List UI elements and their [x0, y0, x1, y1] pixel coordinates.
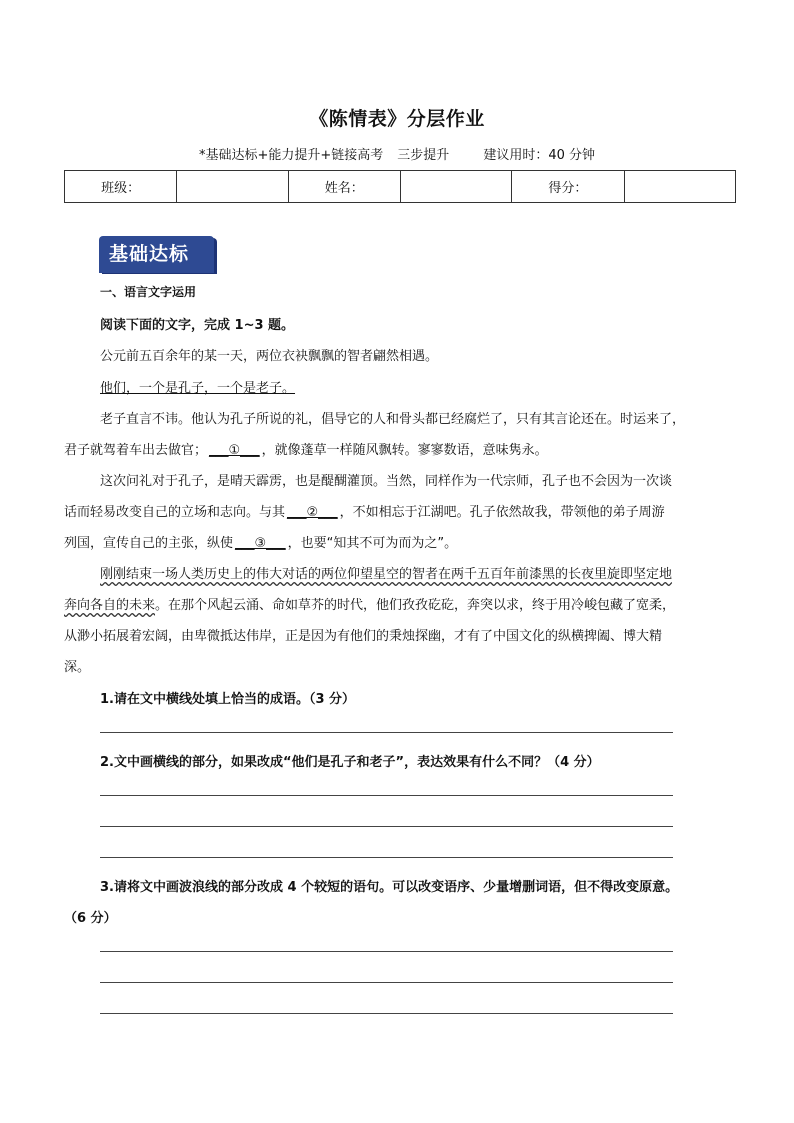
- question-3: 3.请将文中画波浪线的部分改成 4 个较短的语句。可以改变语序、少量增删词语，但不得改变原意。: [100, 880, 679, 895]
- passage-paragraph-5-line-3: 从渺小拓展着宏阔，由卑微抵达伟岸，正是因为有他们的秉烛探幽，才有了中国文化的纵横捭阖、博大精: [64, 629, 663, 644]
- passage-paragraph-4-line-1: 这次问礼对于孔子，是晴天霹雳，也是醍醐灌顶。当然，同样作为一代宗师，孔子也不会因为一次谈: [100, 474, 673, 489]
- part-heading: 一、语言文字运用: [100, 285, 197, 299]
- answer-line-q3-2[interactable]: [100, 982, 673, 983]
- page-title: 《陈情表》分层作业: [309, 108, 485, 130]
- answer-line-q3-3[interactable]: [100, 1013, 673, 1014]
- question-3-points: （6 分）: [64, 911, 117, 926]
- answer-line-q1[interactable]: [100, 732, 673, 733]
- passage-paragraph-3-line-2: 君子就驾着车出去做官； ___①___ ，就像蓬草一样随风飘转。寥寥数语，意味隽永。: [64, 443, 548, 458]
- passage-paragraph-3-line-1: 老子直言不讳。他认为孔子所说的礼，倡导它的人和骨头都已经腐烂了，只有其言论还在。时运来了，: [100, 412, 686, 427]
- question-2: 2.文中画横线的部分，如果改成“他们是孔子和老子”，表达效果有什么不同？（4 分）: [100, 755, 600, 770]
- passage-underlined-sentence: 他们，一个是孔子，一个是老子。: [100, 381, 296, 396]
- section-badge: [99, 236, 214, 272]
- answer-line-q2-1[interactable]: [100, 795, 673, 796]
- name-field[interactable]: [400, 171, 511, 203]
- blank-3[interactable]: ___③___: [235, 536, 286, 551]
- blank-1[interactable]: ___①___: [209, 443, 260, 458]
- passage-paragraph-4-line-3: 列国，宣传自己的主张，纵使 ___③___ ，也要“知其不可为而为之”。: [64, 536, 458, 551]
- score-label: 得分：: [512, 171, 624, 203]
- name-label: 姓名：: [288, 171, 400, 203]
- passage-paragraph-5-line-4: 深。: [64, 660, 91, 675]
- section-badge-label: 基础达标: [109, 243, 190, 265]
- score-field[interactable]: [624, 171, 735, 203]
- class-label: 班级：: [65, 171, 177, 203]
- passage-paragraph-1: 公元前五百余年的某一天，两位衣袂飘飘的智者翩然相遇。: [100, 349, 439, 364]
- subtitle-three-steps: 三步提升: [397, 148, 450, 163]
- section-badge-underline: [99, 271, 214, 273]
- question-1: 1.请在文中横线处填上恰当的成语。（3 分）: [100, 692, 356, 707]
- subtitle: [0, 144, 794, 163]
- passage-paragraph-5-line-2: 奔向各自的未来。在那个风起云涌、命如草芥的时代，他们孜孜矻矻，奔突以求，终于用冷峻包藏了宽柔，: [64, 598, 676, 613]
- student-info-table: [64, 170, 736, 203]
- reading-instruction: 阅读下面的文字，完成 1~3 题。: [100, 318, 295, 333]
- answer-line-q3-1[interactable]: [100, 951, 673, 952]
- class-field[interactable]: [177, 171, 288, 203]
- subtitle-suggested-time: 建议用时：40 分钟: [483, 148, 595, 163]
- subtitle-steps: *基础达标+能力提升+链接高考: [199, 148, 384, 163]
- blank-2[interactable]: ___②___: [287, 505, 338, 520]
- passage-paragraph-4-line-2: 话而轻易改变自己的立场和志向。与其 ___②___ ，不如相忘于江湖吧。孔子依然故我，带领他的弟子周游: [64, 505, 665, 520]
- answer-line-q2-3[interactable]: [100, 857, 673, 858]
- answer-line-q2-2[interactable]: [100, 826, 673, 827]
- passage-wavy-line-1: 刚刚结束一场人类历史上的伟大对话的两位仰望星空的智者在两千五百年前漆黑的长夜里旋即坚定地: [100, 567, 673, 582]
- passage-wavy-line-2: 奔向各自的未来: [64, 598, 156, 613]
